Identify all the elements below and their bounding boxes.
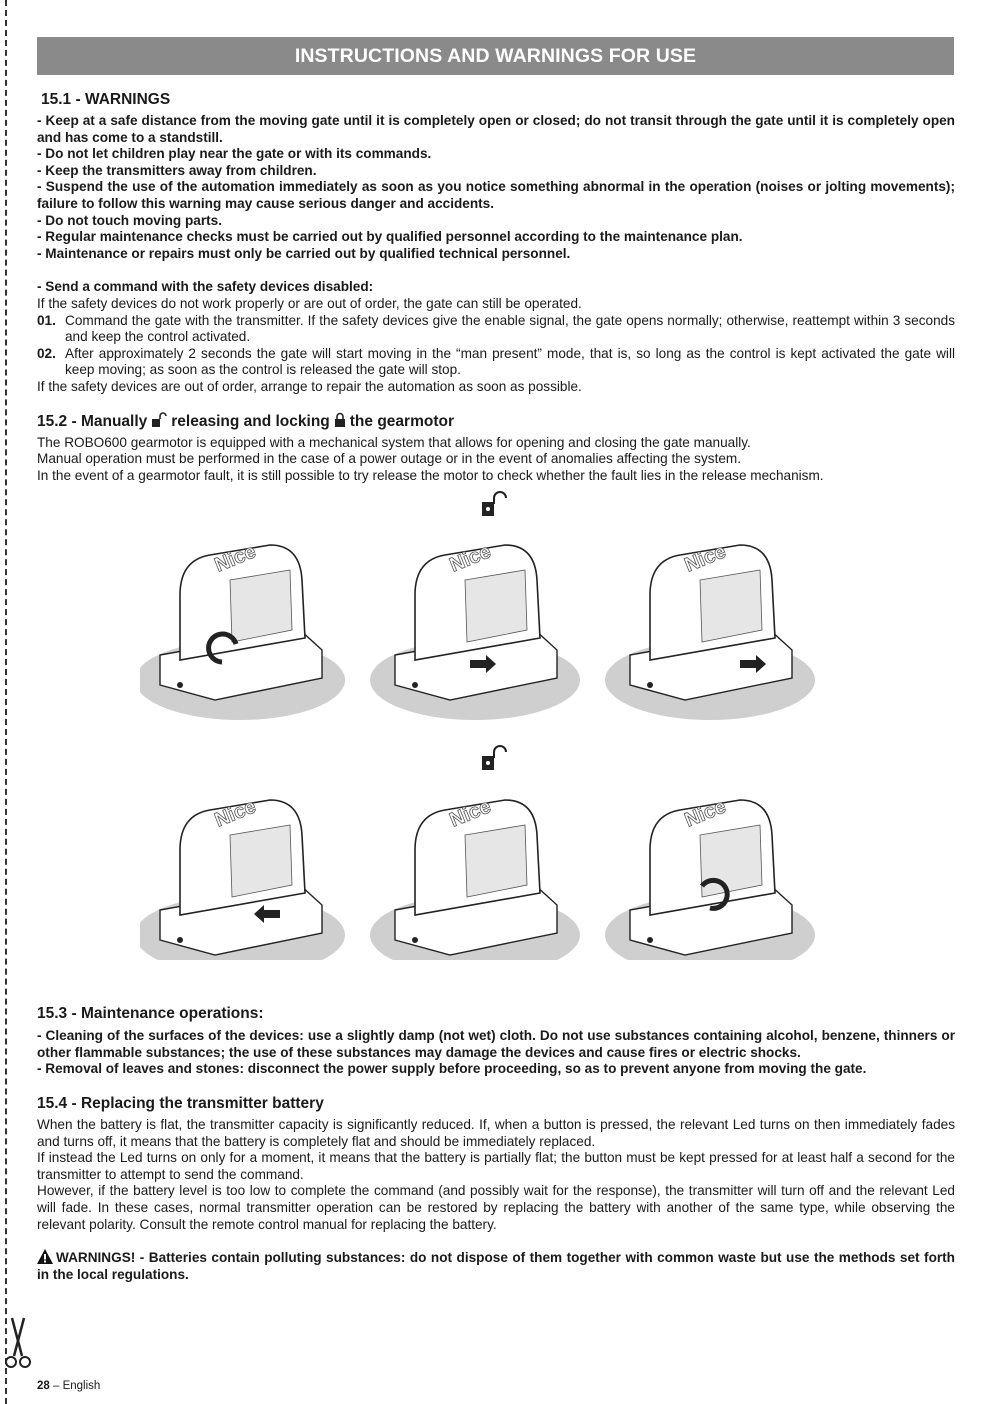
safety-disabled-outro: If the safety devices are out of order, arrange to repair the automation as soon as possible. [37,378,582,394]
warning-item: - Keep at a safe distance from the moving gate until it is completely open or closed; do not transit through the gate until it is completely open and has come to a standstill. [37,113,955,145]
brand-label: Nice [681,540,730,577]
unlocked-padlock-icon [482,492,506,516]
step-4-motor [140,795,345,960]
step-3-motor [605,540,815,720]
release-paragraph: Manual operation must be performed in the case of a power outage or in the event of anomalies affecting the system. [37,451,742,467]
heading-part: releasing and locking [171,412,330,430]
release-illustration [140,490,840,960]
heading-part: the gearmotor [349,412,454,430]
heading-part: 15.2 - Manually [37,412,148,430]
unlocked-padlock-icon [482,746,506,770]
warning-item: - Keep the transmitters away from children. [37,162,317,178]
section-15-4-heading: 15.4 - Replacing the transmitter battery [37,1095,324,1113]
step-2-motor [370,540,580,720]
battery-paragraph: If instead the Led turns on only for a moment, it means that the battery is partially flat; the button must be kept pressed for at least half a second for the transmitter to attempt to send the command. [37,1150,955,1182]
footer-language: English [62,1380,101,1392]
safety-disabled-intro: If the safety devices do not work properly or are out of order, the gate can still be operated. [37,295,582,311]
step-item [37,313,955,346]
locked-padlock-icon [334,412,346,428]
scissors-icon [0,1316,36,1372]
unlocked-padlock-icon [151,412,167,428]
brand-label: Nice [446,795,495,832]
cut-line [5,0,7,1404]
step-text: After approximately 2 seconds the gate will start moving in the “man present” mode, that is, so long as the control is kept activated the gate will keep moving; as soon as the control is released the gate will stop. [65,345,955,378]
footer-separator: – [49,1380,63,1392]
safety-disabled-heading: - Send a command with the safety devices disabled: [37,279,374,295]
warning-item: - Maintenance or repairs must only be carried out by qualified technical personnel. [37,245,571,261]
brand-label: Nice [211,540,260,577]
step-number: 02. [37,345,56,361]
release-paragraph: The ROBO600 gearmotor is equipped with a mechanical system that allows for opening and closing the gate manually. [37,434,751,450]
battery-warning-text: WARNINGS! - Batteries contain polluting substances: do not dispose of them together with common waste but use the methods set forth in the local regulations. [37,1250,955,1282]
section-15-2-heading [37,412,955,431]
page-title: INSTRUCTIONS AND WARNINGS FOR USE [37,37,954,75]
battery-warning [37,1249,955,1283]
maintenance-item: - Cleaning of the surfaces of the devices: use a slightly damp (not wet) cloth. Do not use substances containing alcohol, benzene, thinners or other flammable substances; the use of these substances may damage the devices and cause fires or electric shocks. [37,1028,955,1060]
page-footer [37,1380,100,1392]
step-item [37,346,955,379]
warning-item: - Do not let children play near the gate or with its commands. [37,146,432,162]
brand-label: Nice [211,795,260,832]
warning-triangle-icon [37,1249,53,1264]
step-5-motor [370,795,580,960]
brand-label: Nice [446,540,495,577]
warning-item: - Do not touch moving parts. [37,212,223,228]
warning-item: - Regular maintenance checks must be carried out by qualified personnel according to the maintenance plan. [37,229,743,245]
page-number: 28 [37,1380,50,1392]
section-15-1-heading: 15.1 - WARNINGS [41,91,171,108]
step-6-motor [605,795,815,960]
section-15-3-heading: 15.3 - Maintenance operations: [37,1005,264,1023]
battery-paragraph: When the battery is flat, the transmitter capacity is significantly reduced. If, when a button is pressed, the relevant Led turns on then immediately fades and turns off, it means that the battery is completely flat and should be immediately replaced. [37,1117,955,1149]
warning-item: - Suspend the use of the automation immediately as soon as you notice something abnormal in the operation (noises or jolting movements); failure to follow this warning may cause serious danger and accidents. [37,179,955,211]
release-paragraph: In the event of a gearmotor fault, it is still possible to try release the motor to check whether the fault lies in the release mechanism. [37,467,824,483]
step-number: 01. [37,312,56,328]
brand-label: Nice [681,795,730,832]
step-text: Command the gate with the transmitter. If the safety devices give the enable signal, the gate opens normally; otherwise, reattempt within 3 seconds and keep the control activated. [65,312,955,345]
battery-paragraph: However, if the battery level is too low to complete the command (and possibly wait for the response), the transmitter will turn off and the relevant Led will fade. In these cases, normal transmitter operation can be restored by replacing the battery with another of the same type, while observing the relevant polarity. Consult the remote control manual for replacing the battery. [37,1183,955,1232]
step-1-motor [140,540,345,720]
maintenance-item: - Removal of leaves and stones: disconnect the power supply before proceeding, so as to prevent anyone from moving the gate. [37,1061,867,1077]
